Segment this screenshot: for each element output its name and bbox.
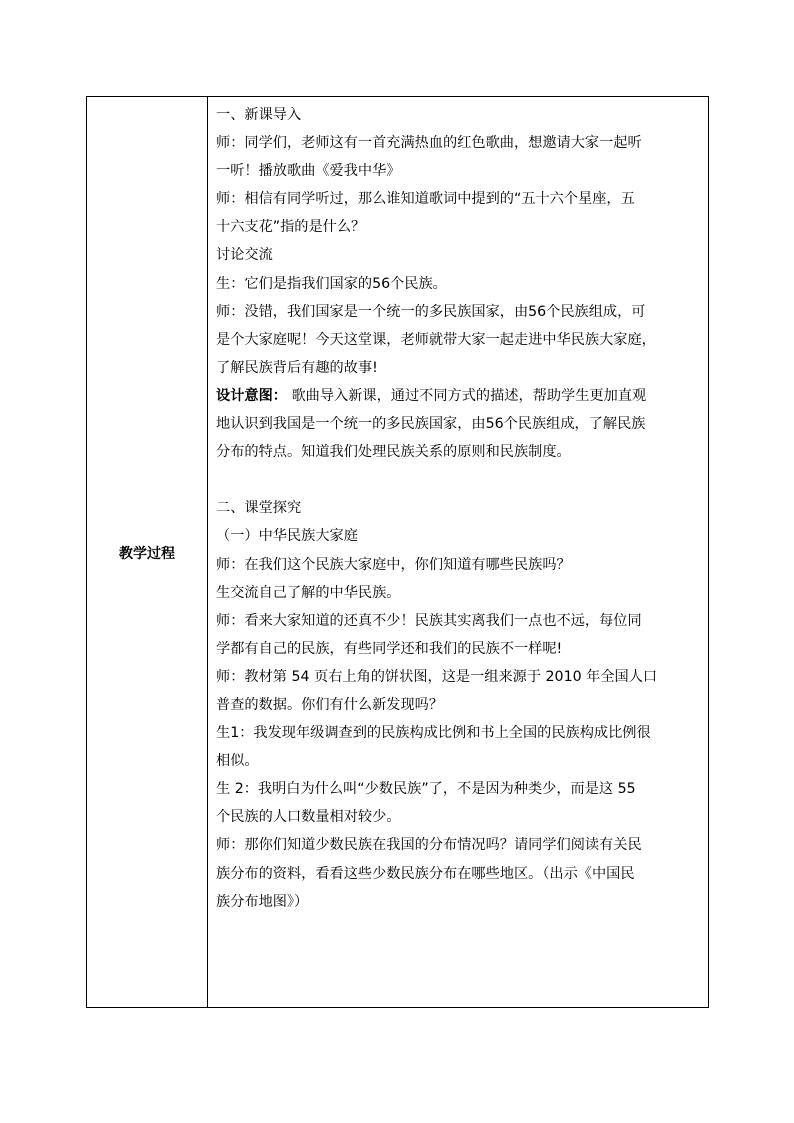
label-cell xyxy=(87,97,207,1007)
section1-heading: 一、新课导入 xyxy=(216,107,302,123)
text-line: 个民族的人口数量相对较少。 xyxy=(216,809,401,826)
text-line: 一听！播放歌曲《爱我中华》 xyxy=(216,163,401,180)
design-intent-label: 设计意图： xyxy=(216,387,287,404)
text-line: 师：教材第 54 页右上角的饼状图，这是一组来源于 2010 年全国人口 xyxy=(216,668,658,685)
text-line: 了解民族背后有趣的故事! xyxy=(216,359,378,376)
design-intent-line xyxy=(216,382,702,410)
text-line: 分布的特点。知道我们处理民族关系的原则和民族制度。 xyxy=(216,444,571,461)
text-line: 相似。 xyxy=(216,753,259,770)
text-line: 生：它们是指我们国家的56个民族。 xyxy=(216,275,447,292)
text-line: 普查的数据。你们有什么新发现吗？ xyxy=(216,696,444,713)
text-line: 生1：我发现年级调查到的民族构成比例和书上全国的民族构成比例很 xyxy=(216,725,651,742)
section2-heading: 二、课堂探究 xyxy=(216,500,302,517)
text-line: 师：同学们，老师这有一首充满热血的红色歌曲，想邀请大家一起听 xyxy=(216,135,642,152)
text-line: 师：相信有同学听过，那么谁知道歌词中提到的“五十六个星座，五 xyxy=(216,191,635,208)
text-line: 师：那你们知道少数民族在我国的分布情况吗？请同学们阅读有关民 xyxy=(216,837,642,854)
text-line: 族分布地图》） xyxy=(216,893,309,910)
content-cell xyxy=(216,101,702,916)
text-line: 族分布的资料，看看这些少数民族分布在哪些地区。（出示《中国民 xyxy=(216,865,635,882)
text-line: 师：在我们这个民族大家庭中，你们知道有哪些民族吗？ xyxy=(216,556,571,573)
text-line: 师：没错，我们国家是一个统一的多民族国家，由56个民族组成，可 xyxy=(216,303,646,320)
text-line: 生交流自己了解的中华民族。 xyxy=(216,584,401,601)
text-line: （一）中华民族大家庭 xyxy=(216,528,358,545)
lesson-table xyxy=(86,96,709,1008)
text-line: 师：看来大家知道的还真不少！民族其实离我们一点也不远，每位同 xyxy=(216,612,642,629)
blank-line xyxy=(216,466,702,494)
row-label: 教学过程 xyxy=(119,546,175,562)
design-intent-text: 歌曲导入新课，通过不同方式的描述，帮助学生更加直观 xyxy=(286,387,647,404)
column-divider xyxy=(207,97,208,1007)
text-line: 学都有自己的民族，有些同学还和我们的民族不一样呢! xyxy=(216,640,563,657)
text-line: 讨论交流 xyxy=(216,247,273,264)
text-line: 十六支花”指的是什么？ xyxy=(216,219,366,236)
text-line: 地认识到我国是一个统一的多民族国家，由56个民族组成，了解民族 xyxy=(216,416,646,433)
text-line: 是个大家庭呢！今天这堂课，老师就带大家一起走进中华民族大家庭， xyxy=(216,331,656,348)
text-line: 生 2：我明白为什么叫“少数民族”了，不是因为种类少，而是这 55 xyxy=(216,781,636,798)
